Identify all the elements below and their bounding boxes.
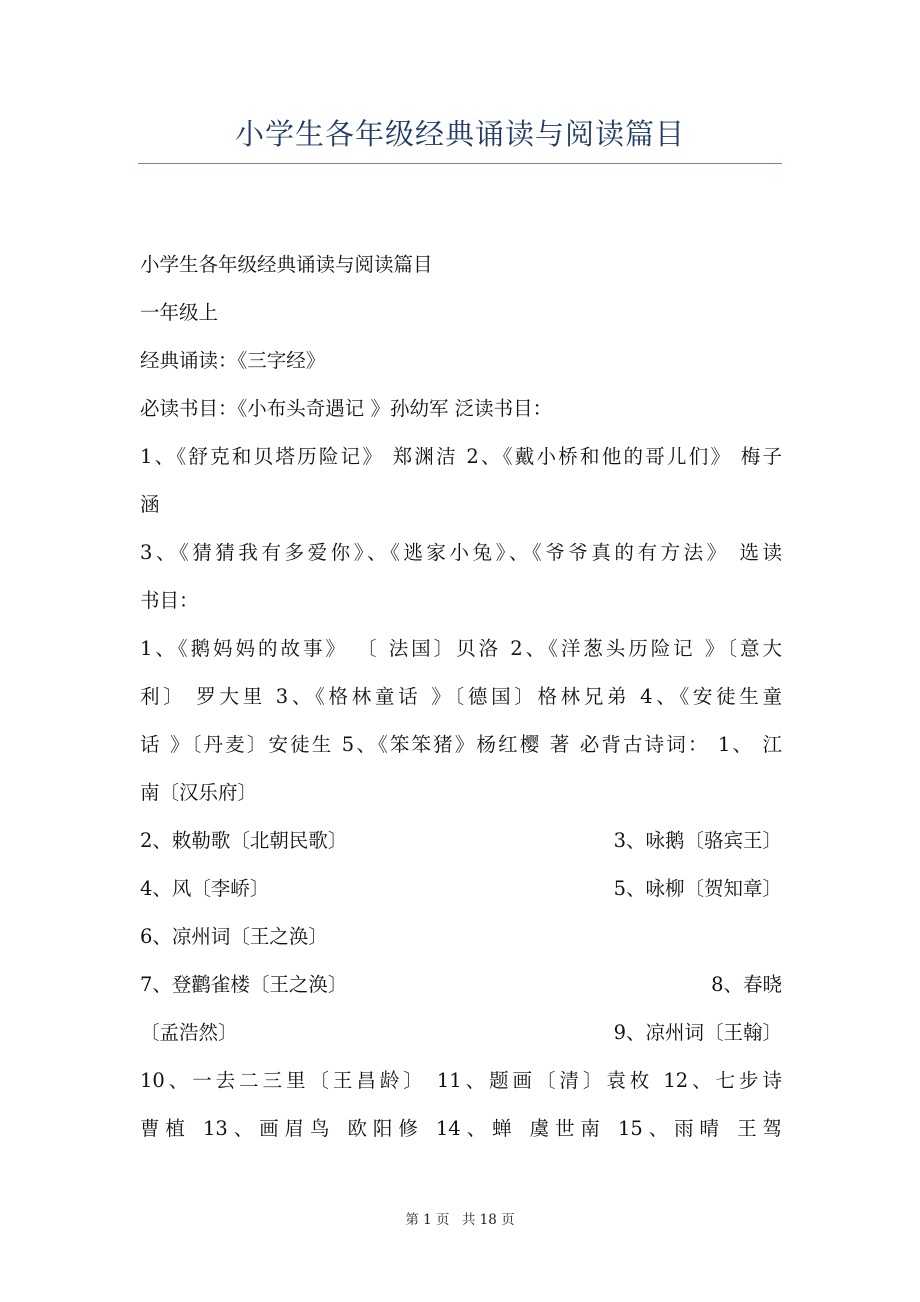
poem-row bbox=[140, 925, 782, 949]
text-line: 一年级上 bbox=[140, 301, 219, 324]
text-line: 必读书目：《小布头奇遇记 》孙幼军 泛读书目： bbox=[140, 397, 553, 420]
poem-row bbox=[140, 1021, 782, 1045]
poem-right: 9、凉州词〔王翰〕 bbox=[613, 1021, 782, 1044]
text-line: 曹植 13、画眉鸟 欧阳修 14、蝉 虞世南 15、雨晴 王驾 bbox=[140, 1117, 782, 1140]
page-total: 共 18 页 bbox=[461, 1212, 515, 1228]
poem-row bbox=[140, 973, 782, 997]
poem-left: 4、风〔李峤〕 bbox=[140, 877, 270, 900]
text-line: 10、一去二三里〔王昌龄〕 11、题画〔清〕袁枚 12、七步诗 bbox=[140, 1069, 782, 1092]
text-line: 1、《鹅妈妈的故事》 〔 法国〕贝洛 2、《洋葱头历险记 》〔意大 bbox=[140, 637, 782, 660]
poem-right: 8、春晓 bbox=[711, 973, 782, 996]
text-line: 书目： bbox=[140, 589, 199, 612]
text-line: 利〕 罗大里 3、《格林童话 》〔德国〕格林兄弟 4、《安徒生童 bbox=[140, 685, 782, 708]
poem-right: 5、咏柳〔贺知章〕 bbox=[613, 877, 782, 900]
document-title: 小学生各年级经典诵读与阅读篇目 bbox=[234, 117, 685, 151]
poem-left: 6、凉州词〔王之涣〕 bbox=[140, 925, 328, 948]
text-line: 南〔汉乐府〕 bbox=[140, 781, 258, 804]
page-number: 第 1 页 bbox=[405, 1212, 450, 1228]
text-line: 1、《舒克和贝塔历险记》 郑渊洁 2、《戴小桥和他的哥儿们》 梅子 bbox=[140, 445, 782, 468]
text-line: 经典诵读：《三字经》 bbox=[140, 349, 326, 372]
poem-row bbox=[140, 829, 782, 853]
poem-left: 7、登鹳雀楼〔王之涣〕 bbox=[140, 973, 348, 996]
poem-row bbox=[140, 877, 782, 901]
text-line: 话 》〔丹麦〕安徒生 5、《笨笨猪》杨红樱 著 必背古诗词： 1、 江 bbox=[140, 733, 782, 756]
title-underline bbox=[138, 163, 782, 164]
poem-left: 2、敕勒歌〔北朝民歌〕 bbox=[140, 829, 348, 852]
text-line: 3、《猜猜我有多爱你》、《逃家小兔》、《爷爷真的有方法》 选读 bbox=[140, 541, 782, 564]
text-line: 小学生各年级经典诵读与阅读篇目 bbox=[140, 253, 433, 276]
page-footer bbox=[0, 1208, 920, 1228]
poem-left: 〔孟浩然〕 bbox=[140, 1021, 238, 1044]
poem-right: 3、咏鹅〔骆宾王〕 bbox=[613, 829, 782, 852]
text-line: 涵 bbox=[140, 493, 160, 516]
